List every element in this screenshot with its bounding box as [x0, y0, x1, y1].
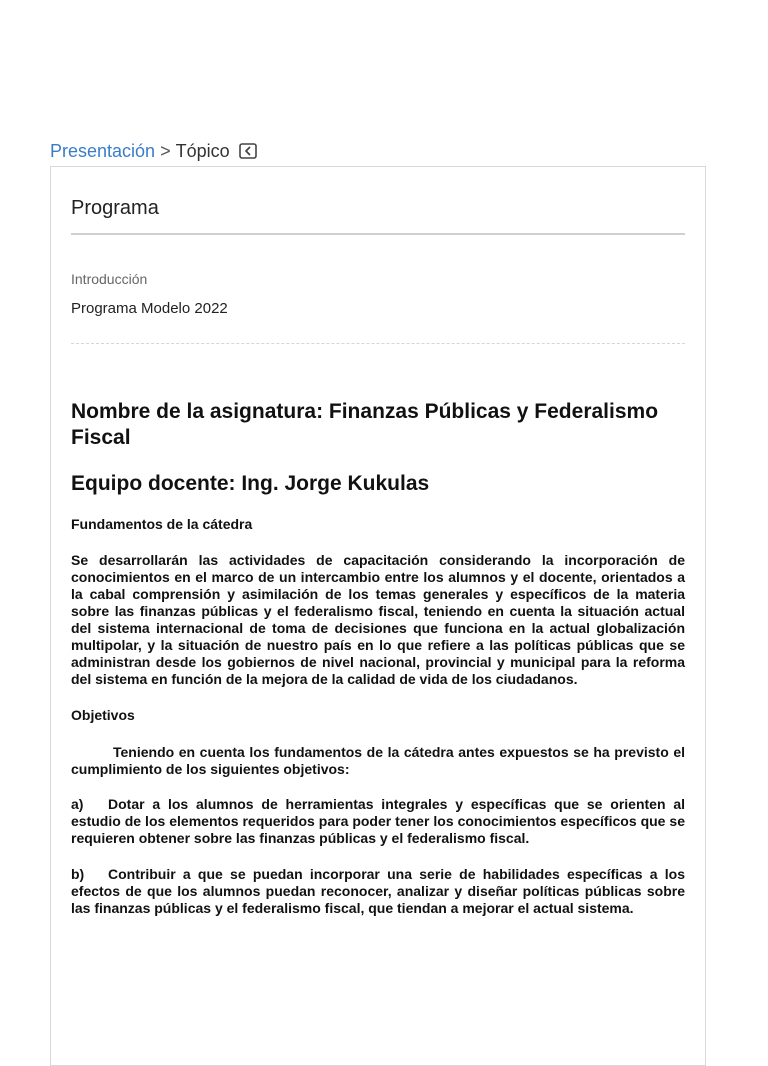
team-heading: Equipo docente: Ing. Jorge Kukulas — [71, 472, 430, 495]
objective-marker-a: a) — [71, 796, 84, 812]
content-card — [50, 166, 706, 1066]
section-subtitle: Programa Modelo 2022 — [71, 300, 228, 317]
chevron-left-box-icon[interactable] — [239, 143, 257, 159]
section-label: Introducción — [71, 271, 148, 287]
fundamentos-label: Fundamentos de la cátedra — [71, 516, 253, 532]
objective-text-a: Dotar a los alumnos de herramientas integrales y específicas que se orienten al estudio de los elementos requeridos para poder tener los conocimientos específicos que se requieren obtener sobre las finanzas públicas y el federalismo fiscal. — [71, 796, 685, 846]
objective-item-a — [71, 796, 685, 847]
objetivos-intro: Teniendo en cuenta los fundamentos de la cátedra antes expuestos se ha previsto el cumplimiento de los siguientes objetivos: — [71, 744, 685, 777]
subject-heading: Nombre de la asignatura: Finanzas Públicas y Federalismo Fiscal — [71, 400, 659, 449]
objective-text-b: Contribuir a que se puedan incorporar una serie de habilidades específicas a los efectos de que los alumnos puedan reconocer, analizar y diseñar políticas públicas sobre las finanzas públicas y el federalismo fiscal, que tiendan a mejorar el actual sistema. — [71, 866, 685, 916]
breadcrumb-link-presentacion[interactable]: Presentación — [50, 141, 156, 161]
breadcrumb-separator: > — [160, 141, 171, 161]
objetivos-label: Objetivos — [71, 707, 135, 723]
title-divider — [71, 233, 685, 235]
fundamentos-paragraph: Se desarrollarán las actividades de capacitación considerando la incorporación de conocimientos en el marco de un intercambio entre los alumnos y el docente, orientados a la cabal comprensión y asimilación de los temas generales y específicos de la materia sobre las finanzas públicas y el federalismo fiscal, teniendo en cuenta la situación actual del sistema internacional de toma de decisiones que funciona en la actual globalización multipolar, y la situación de nuestro país en lo que refiere a las políticas públicas que se administran desde los gobiernos de nivel nacional, provincial y municipal para la reforma del sistema en función de la mejora de la calidad de vida de los ciudadanos. — [71, 552, 685, 687]
page-title: Programa — [71, 197, 159, 219]
objective-item-b — [71, 866, 685, 917]
breadcrumb — [50, 140, 257, 162]
card-body — [71, 167, 685, 917]
breadcrumb-current: Tópico — [175, 141, 230, 161]
objective-marker-b: b) — [71, 866, 85, 882]
section-divider — [71, 343, 685, 344]
